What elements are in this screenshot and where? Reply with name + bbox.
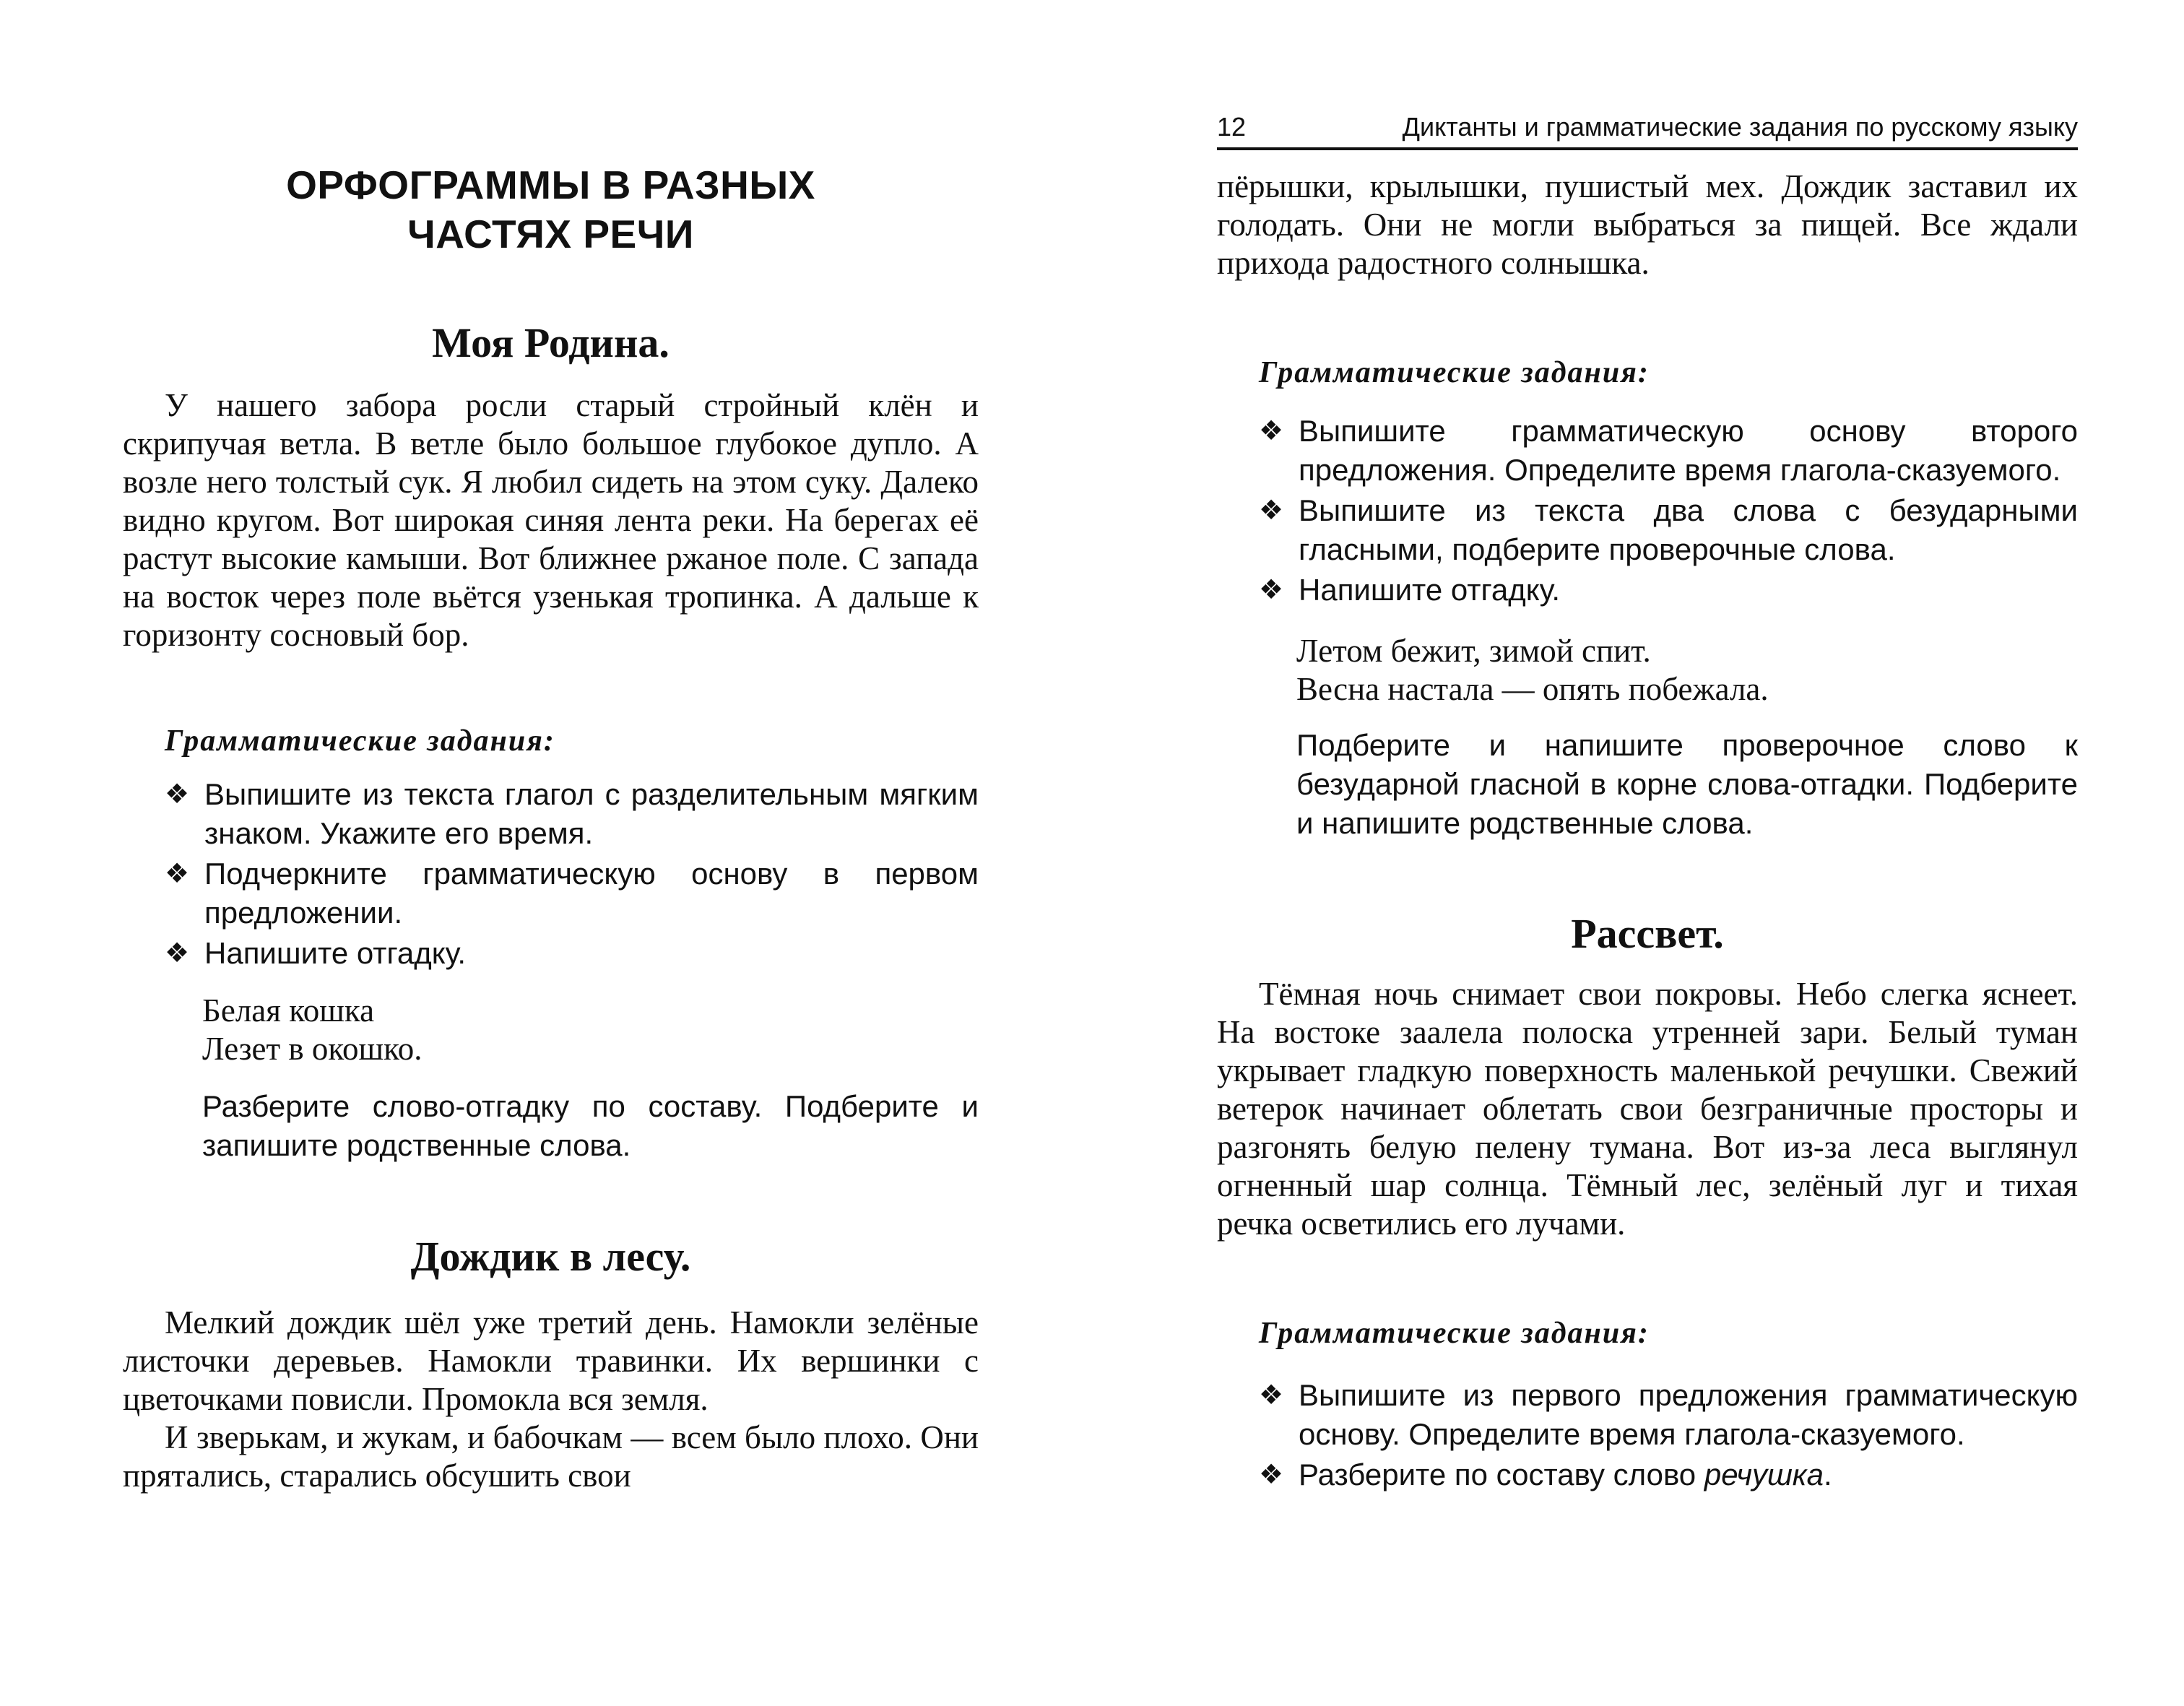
- paragraph: И зверькам, и жукам, и бабочкам — всем было плохо. Они прятались, старались обсушить свои: [123, 1419, 979, 1494]
- diamond-bullet-icon: ❖: [1259, 1460, 1284, 1490]
- diamond-bullet-icon: ❖: [1259, 1380, 1284, 1411]
- paragraph: Мелкий дождик шёл уже третий день. Намокли зелёные листочки деревьев. Намокли травинки. Их вершинки с цветочками повисли. Промокла вся земля.: [123, 1304, 979, 1417]
- task-list: [1259, 412, 2078, 611]
- grammar-heading: Грамматические задания:: [1259, 1317, 1650, 1350]
- task-item: ❖ Разберите по составу слово речушка.: [1259, 1455, 2078, 1494]
- task-list: [1259, 1376, 2078, 1496]
- task-item: ❖ Выпишите грамматическую основу второго предложения. Определите время глагола-сказуемого.: [1259, 412, 2078, 490]
- story-title-rassvet: Рассвет.: [1571, 910, 1724, 957]
- diamond-bullet-icon: ❖: [1259, 575, 1284, 605]
- story-title-moya-rodina: Моя Родина.: [432, 319, 670, 366]
- grammar-heading: Грамматические задания:: [1259, 356, 1650, 389]
- diamond-bullet-icon: ❖: [165, 859, 190, 889]
- task-item: ❖ Выпишите из текста глагол с разделительным мягким знаком. Укажите его время.: [165, 775, 979, 853]
- task-item: ❖ Подчеркните грамматическую основу в первом предложении.: [165, 854, 979, 932]
- task-item: ❖ Напишите отгадку.: [1259, 571, 2078, 610]
- story-text-dozhdik: [123, 1304, 979, 1495]
- task-list: [165, 775, 979, 974]
- story-text-moya-rodina: [123, 386, 979, 654]
- riddle-note: Разберите слово-отгадку по составу. Подберите и запишите родственные слова.: [202, 1089, 979, 1162]
- right-page: [1092, 0, 2184, 1706]
- running-head: [1217, 107, 2078, 150]
- task-item: ❖ Выпишите из текста два слова с безударными гласными, подберите проверочные слова.: [1259, 491, 2078, 569]
- riddle: [1296, 632, 2078, 709]
- paragraph: Тёмная ночь снимает свои покровы. Небо слегка яснеет. На востоке заалела полоска утренней зари. Белый туман укрывает гладкую поверхность маленькой речушки. Свежий ветерок начинает облетать свои безграничные просторы и разгонять белую пелену тумана. Вот из-за леса выглянул огненный шар солнца. Тёмный лес, зелёный луг и тихая речка осветились его лучами.: [1217, 976, 2078, 1242]
- diamond-bullet-icon: ❖: [165, 779, 190, 810]
- task-item: ❖ Выпишите из первого предложения грамматическую основу. Определите время глагола-сказуемого.: [1259, 1376, 2078, 1454]
- running-title: Диктанты и грамматические задания по русскому языку: [1402, 112, 2078, 142]
- story-title-dozhdik: Дождик в лесу.: [410, 1233, 691, 1280]
- paragraph: У нашего забора росли старый стройный клён и скрипучая ветла. В ветле было большое глубокое дупло. А возле него толстый сук. Я любил сидеть на этом суку. Далеко видно кругом. Вот широкая синяя лента реки. На берегах её растут высокие камыши. Вот ближнее ржаное поле. С запада на восток через поле вьётся узенькая тропинка. А дальше к горизонту сосновый бор.: [123, 387, 979, 653]
- riddle-line: Весна настала — опять побежала.: [1296, 671, 1769, 707]
- story-continuation: [1217, 168, 2078, 282]
- riddle-line: Белая кошка: [202, 992, 375, 1029]
- story-text-rassvet: [1217, 975, 2078, 1243]
- italic-word: речушка: [1704, 1458, 1824, 1491]
- riddle: [202, 992, 979, 1068]
- diamond-bullet-icon: ❖: [165, 938, 190, 969]
- section-title: ОРФОГРАММЫ В РАЗНЫХ ЧАСТЯХ РЕЧИ: [286, 163, 815, 256]
- grammar-heading: Грамматические задания:: [165, 724, 555, 758]
- page-number: 12: [1217, 112, 1247, 142]
- paragraph: пёрышки, крылышки, пушистый мех. Дождик заставил их голодать. Они не могли выбраться за пищей. Все ждали прихода радостного солнышка.: [1217, 168, 2078, 281]
- task-item: ❖ Напишите отгадку.: [165, 934, 979, 973]
- riddle-note: Подберите и напишите проверочное слово к безударной гласной в корне слова-отгадки. Подберите и напишите родственные слова.: [1296, 728, 2078, 840]
- riddle-line: Летом бежит, зимой спит.: [1296, 633, 1651, 669]
- diamond-bullet-icon: ❖: [1259, 495, 1284, 526]
- riddle-line: Лезет в окошко.: [202, 1031, 422, 1067]
- diamond-bullet-icon: ❖: [1259, 416, 1284, 446]
